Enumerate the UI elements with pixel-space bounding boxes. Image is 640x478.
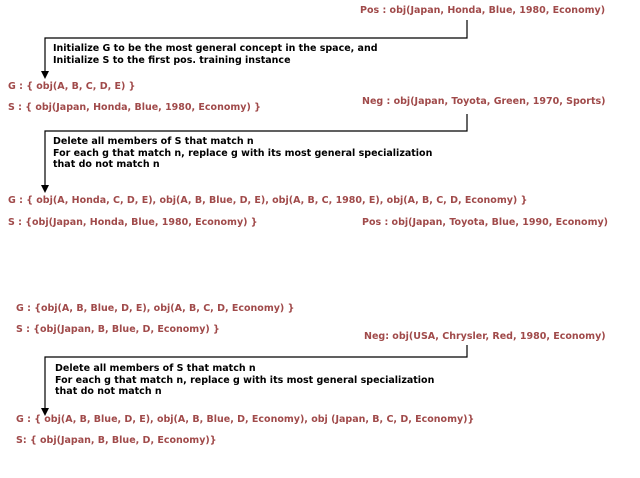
s-set-1: S : { obj(Japan, Honda, Blue, 1980, Economy) } (8, 102, 261, 113)
s-set-2: S : {obj(Japan, Honda, Blue, 1980, Economy) } (8, 217, 258, 228)
instructions-1 (53, 43, 378, 66)
instruction-line: that do not match n (53, 159, 160, 170)
instruction-line: Initialize S to the first pos. training instance (53, 54, 291, 66)
instruction-line: For each g that match n, replace g with its most general specialization (55, 374, 435, 386)
instructions-2 (53, 136, 432, 171)
g-set-3: G : {obj(A, B, Blue, D, E), obj(A, B, C, D, Economy) } (16, 303, 295, 314)
g-set-1: G : { obj(A, B, C, D, E) } (8, 81, 136, 92)
s-set-3: S : {obj(Japan, B, Blue, D, Economy) } (16, 324, 220, 335)
s-set-4: S: { obj(Japan, B, Blue, D, Economy)} (16, 435, 217, 446)
instructions-3 (55, 363, 434, 398)
instruction-line: For each g that match n, replace g with its most general specialization (53, 147, 433, 159)
instruction-line: Delete all members of S that match n (55, 363, 256, 374)
example-neg-1: Neg : obj(Japan, Toyota, Green, 1970, Sports) (362, 96, 606, 107)
example-pos-1: Pos : obj(Japan, Honda, Blue, 1980, Economy) (360, 5, 606, 16)
instruction-line: Delete all members of S that match n (53, 136, 254, 147)
instruction-line: Initialize G to be the most general concept in the space, and (53, 43, 378, 54)
example-pos-2: Pos : obj(Japan, Toyota, Blue, 1990, Economy) (362, 217, 608, 228)
instruction-line: that do not match n (55, 386, 162, 397)
g-set-2: G : { obj(A, Honda, C, D, E), obj(A, B, Blue, D, E), obj(A, B, C, 1980, E), obj(A, B, C, D, Economy) } (8, 195, 528, 206)
g-set-4: G : { obj(A, B, Blue, D, E), obj(A, B, Blue, D, Economy), obj (Japan, B, C, D, Economy)} (16, 414, 475, 425)
example-neg-2: Neg: obj(USA, Chrysler, Red, 1980, Economy) (364, 331, 606, 342)
